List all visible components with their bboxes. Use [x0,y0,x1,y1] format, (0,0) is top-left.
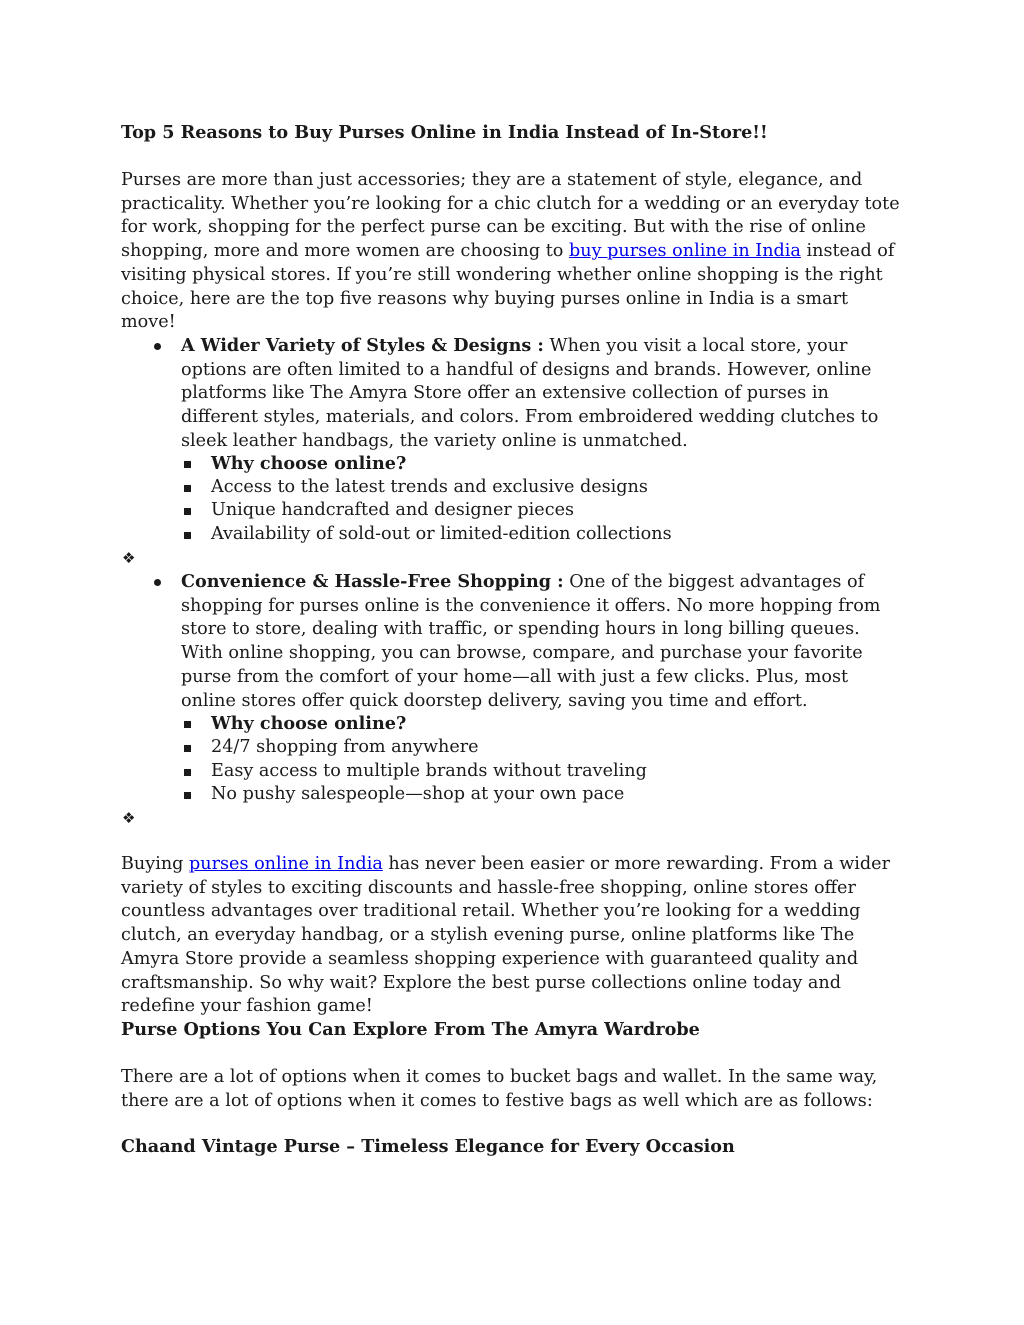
reason-heading: Convenience & Hassle-Free Shopping : [181,571,564,592]
sub-item-text: Access to the latest trends and exclusive designs [211,477,648,497]
conclusion-text-after: has never been easier or more rewarding. From a wider variety of styles to exciting discounts and hassle-free shopping, online stores offer countless advantages over traditional retail. Whether you’re looking for a wedding clutch, an everyday handbag, or a stylish evening purse, online platforms like The Amyra Store provide a seamless shopping experience with guaranteed quality and craftsmanship. So why wait? Explore the best purse collections online today and redefine your fashion game! [121,854,890,1017]
section-heading-purse-options: Purse Options You Can Explore From The Amyra Wardrobe [121,1019,700,1040]
purses-online-link[interactable]: purses online in India [189,854,383,874]
sub-list-item [184,712,884,736]
sub-item-text: No pushy salespeople—shop at your own pace [211,784,625,804]
sub-list-item [184,783,884,807]
reason-body: One of the biggest advantages of shopping for purses online is the convenience it offers. No more hopping from store to store, dealing with traffic, or spending hours in long billing queues. With online shopping, you can browse, compare, and purchase your favorite purse from the comfort of your home—all with just a few clicks. Plus, most online stores offer quick doorstep delivery, saving you time and effort. [181,572,881,711]
conclusion-text-before: Buying [121,854,190,874]
square-bullet-icon [184,769,191,776]
intro-text-after: instead of visiting physical stores. If you’re still wondering whether online shopping is the right choice, here are the top five reasons why buying purses online in India is a smart move! [121,241,895,333]
sub-list-item [184,523,884,547]
sub-list-item [184,760,884,784]
reason-heading: A Wider Variety of Styles & Designs : [181,335,544,356]
square-bullet-icon [184,721,191,728]
sub-item-text: Easy access to multiple brands without traveling [211,761,647,781]
square-bullet-icon [184,532,191,539]
conclusion-paragraph [121,853,906,1019]
reason-text [181,334,906,454]
bullet-dot-icon [154,343,161,350]
sub-list-item [184,452,884,476]
buy-purses-link[interactable]: buy purses online in India [568,241,801,262]
section-heading-chaand-purse: Chaand Vintage Purse – Timeless Elegance for Every Occasion [121,1136,735,1157]
square-bullet-icon [184,461,191,468]
square-bullet-icon [184,485,191,492]
page-title: Top 5 Reasons to Buy Purses Online in India Instead of In-Store!! [121,122,768,143]
sub-item-text: Availability of sold-out or limited-edition collections [211,524,672,544]
sub-list-item [184,736,884,760]
square-bullet-icon [184,508,191,515]
reason-text [181,570,906,713]
sub-list-item [184,499,884,523]
bullet-dot-icon [154,579,161,586]
intro-text-before: Purses are more than just accessories; they are a statement of style, elegance, and practicality. Whether you’re looking for a chic clutch for a wedding or an everyday tote for work, shopping for the perfect purse can be exciting. But with the rise of online shopping, more and more women are choosing to [121,170,900,262]
sub-heading: Why choose online? [211,453,407,474]
sub-item-text: 24/7 shopping from anywhere [211,737,479,757]
diamond-bullet-icon: ❖ [122,549,136,567]
sub-item-text: Unique handcrafted and designer pieces [211,500,575,520]
section-paragraph-options: There are a lot of options when it comes to bucket bags and wallet. In the same way, there are a lot of options when it comes to festive bags as well which are as follows: [121,1067,878,1111]
reason-body: When you visit a local store, your options are often limited to a handful of designs and brands. However, online platforms like The Amyra Store offer an extensive collection of purses in different styles, materials, and colors. From embroidered wedding clutches to sleek leather handbags, the variety online is unmatched. [181,336,879,451]
sub-heading: Why choose online? [211,713,407,734]
sub-list-item [184,476,884,500]
intro-paragraph [121,169,906,335]
square-bullet-icon [184,745,191,752]
square-bullet-icon [184,792,191,799]
diamond-bullet-icon: ❖ [122,809,136,827]
